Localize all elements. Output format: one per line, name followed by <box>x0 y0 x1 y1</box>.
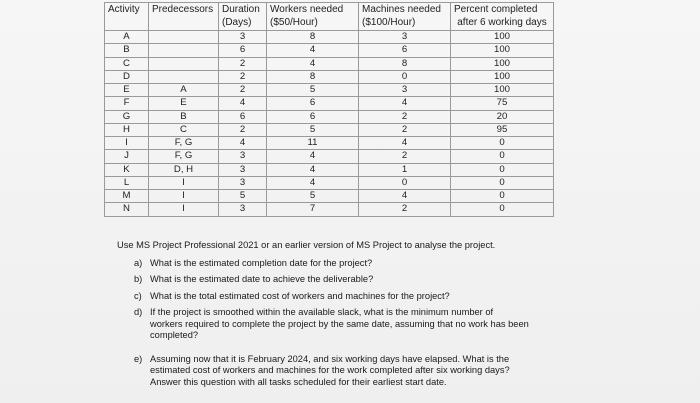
header-predecessors: Predecessors <box>149 3 219 17</box>
cell-activity: C <box>105 57 149 70</box>
cell-workers: 4 <box>267 176 359 189</box>
table-row <box>105 70 554 83</box>
cell-machines: 8 <box>359 57 451 70</box>
table-row <box>105 137 554 150</box>
cell-predecessors: A <box>149 84 219 97</box>
cell-percent: 75 <box>451 97 554 110</box>
cell-percent: 20 <box>451 110 554 123</box>
question-e-line-3: Answer this question with all tasks scheduled for their earliest start date. <box>150 376 447 387</box>
cell-activity: D <box>105 70 149 83</box>
cell-workers: 7 <box>267 203 359 216</box>
question-e-text <box>150 354 587 389</box>
question-c-text: What is the total estimated cost of workers and machines for the project? <box>150 290 450 301</box>
cell-predecessors <box>149 31 219 44</box>
cell-activity: L <box>105 176 149 189</box>
table-row <box>105 31 554 44</box>
header-percent: Percent completed <box>451 3 554 17</box>
table-row <box>105 44 554 57</box>
table-header-row-1 <box>105 3 554 17</box>
cell-activity: K <box>105 163 149 176</box>
cell-percent: 0 <box>451 176 554 189</box>
cell-machines: 4 <box>359 137 451 150</box>
cell-percent: 95 <box>451 123 554 136</box>
question-list <box>117 240 587 394</box>
cell-percent: 100 <box>451 70 554 83</box>
header-machines: Machines needed <box>359 3 451 17</box>
question-e-line-1: Assuming now that it is February 2024, and six working days have elapsed. What is the <box>150 353 510 364</box>
question-a-text: What is the estimated completion date for the project? <box>150 257 373 268</box>
cell-workers: 4 <box>267 57 359 70</box>
cell-predecessors <box>149 70 219 83</box>
cell-percent: 100 <box>451 44 554 57</box>
cell-predecessors <box>149 57 219 70</box>
cell-machines: 3 <box>359 31 451 44</box>
header-percent-unit: after 6 working days <box>451 17 554 31</box>
cell-machines: 4 <box>359 97 451 110</box>
cell-activity: G <box>105 110 149 123</box>
cell-machines: 0 <box>359 176 451 189</box>
cell-activity: B <box>105 44 149 57</box>
table-row <box>105 84 554 97</box>
question-c <box>134 291 587 303</box>
cell-duration: 3 <box>219 150 267 163</box>
cell-workers: 6 <box>267 110 359 123</box>
cell-duration: 4 <box>219 137 267 150</box>
cell-activity: H <box>105 123 149 136</box>
cell-activity: J <box>105 150 149 163</box>
question-d <box>134 307 587 342</box>
question-d-line-2: workers required to complete the project by the same date, assuming that no work has been <box>150 318 529 329</box>
cell-predecessors: C <box>149 123 219 136</box>
question-b-label: b) <box>134 274 143 284</box>
cell-machines: 6 <box>359 44 451 57</box>
cell-workers: 4 <box>267 150 359 163</box>
table-row <box>105 163 554 176</box>
cell-duration: 6 <box>219 110 267 123</box>
instructions: Use MS Project Professional 2021 or an earlier version of MS Project to analyse the project. <box>117 240 496 250</box>
cell-predecessors: E <box>149 97 219 110</box>
question-d-label: d) <box>134 307 143 317</box>
cell-machines: 4 <box>359 190 451 203</box>
cell-percent: 0 <box>451 137 554 150</box>
question-e <box>134 354 587 389</box>
table-header-row-2 <box>105 17 554 31</box>
cell-workers: 4 <box>267 163 359 176</box>
table-row <box>105 123 554 136</box>
cell-percent: 0 <box>451 150 554 163</box>
cell-activity: N <box>105 203 149 216</box>
question-d-line-1: If the project is smoothed within the available slack, what is the minimum number of <box>150 307 494 317</box>
question-b-text: What is the estimated date to achieve the deliverable? <box>150 274 374 284</box>
cell-percent: 100 <box>451 84 554 97</box>
cell-machines: 2 <box>359 203 451 216</box>
cell-duration: 3 <box>219 31 267 44</box>
question-e-label: e) <box>134 353 143 364</box>
table-row <box>105 97 554 110</box>
cell-duration: 2 <box>219 70 267 83</box>
cell-predecessors: I <box>149 190 219 203</box>
cell-predecessors: B <box>149 110 219 123</box>
header-duration: Duration <box>219 3 267 17</box>
cell-workers: 5 <box>267 123 359 136</box>
header-workers-unit: ($50/Hour) <box>267 17 359 31</box>
question-b <box>134 274 587 286</box>
cell-percent: 0 <box>451 203 554 216</box>
cell-machines: 0 <box>359 70 451 83</box>
cell-workers: 5 <box>267 84 359 97</box>
cell-machines: 1 <box>359 163 451 176</box>
cell-machines: 2 <box>359 150 451 163</box>
cell-activity: F <box>105 97 149 110</box>
cell-workers: 5 <box>267 190 359 203</box>
cell-duration: 2 <box>219 57 267 70</box>
cell-predecessors: I <box>149 176 219 189</box>
cell-duration: 2 <box>219 84 267 97</box>
table-row <box>105 150 554 163</box>
cell-duration: 3 <box>219 163 267 176</box>
question-c-label: c) <box>134 290 142 301</box>
cell-duration: 3 <box>219 203 267 216</box>
cell-duration: 5 <box>219 190 267 203</box>
question-d-text <box>150 307 587 342</box>
cell-duration: 4 <box>219 97 267 110</box>
table-row <box>105 190 554 203</box>
header-activity: Activity <box>105 3 149 17</box>
header-workers: Workers needed <box>267 3 359 17</box>
cell-workers: 4 <box>267 44 359 57</box>
header-predecessors-blank <box>149 17 219 31</box>
cell-activity: A <box>105 31 149 44</box>
header-activity-blank <box>105 17 149 31</box>
cell-machines: 2 <box>359 110 451 123</box>
cell-predecessors: D, H <box>149 163 219 176</box>
cell-duration: 6 <box>219 44 267 57</box>
question-e-line-2: estimated cost of workers and machines for the work completed after six working days? <box>150 365 510 375</box>
cell-workers: 11 <box>267 137 359 150</box>
table-row <box>105 57 554 70</box>
question-d-line-3: completed? <box>150 330 199 340</box>
header-duration-unit: (Days) <box>219 17 267 31</box>
table-row <box>105 203 554 216</box>
question-a <box>134 258 587 270</box>
cell-workers: 6 <box>267 97 359 110</box>
cell-machines: 3 <box>359 84 451 97</box>
cell-percent: 0 <box>451 190 554 203</box>
cell-predecessors: F, G <box>149 150 219 163</box>
cell-activity: I <box>105 137 149 150</box>
cell-duration: 2 <box>219 123 267 136</box>
cell-predecessors <box>149 44 219 57</box>
cell-percent: 100 <box>451 57 554 70</box>
table-row <box>105 110 554 123</box>
cell-activity: M <box>105 190 149 203</box>
cell-percent: 100 <box>451 31 554 44</box>
activity-table <box>104 2 554 217</box>
cell-duration: 3 <box>219 176 267 189</box>
question-a-label: a) <box>134 257 143 268</box>
header-machines-unit: ($100/Hour) <box>359 17 451 31</box>
cell-workers: 8 <box>267 70 359 83</box>
cell-workers: 8 <box>267 31 359 44</box>
cell-predecessors: I <box>149 203 219 216</box>
cell-machines: 2 <box>359 123 451 136</box>
cell-activity: E <box>105 84 149 97</box>
cell-predecessors: F, G <box>149 137 219 150</box>
table-row <box>105 176 554 189</box>
cell-percent: 0 <box>451 163 554 176</box>
